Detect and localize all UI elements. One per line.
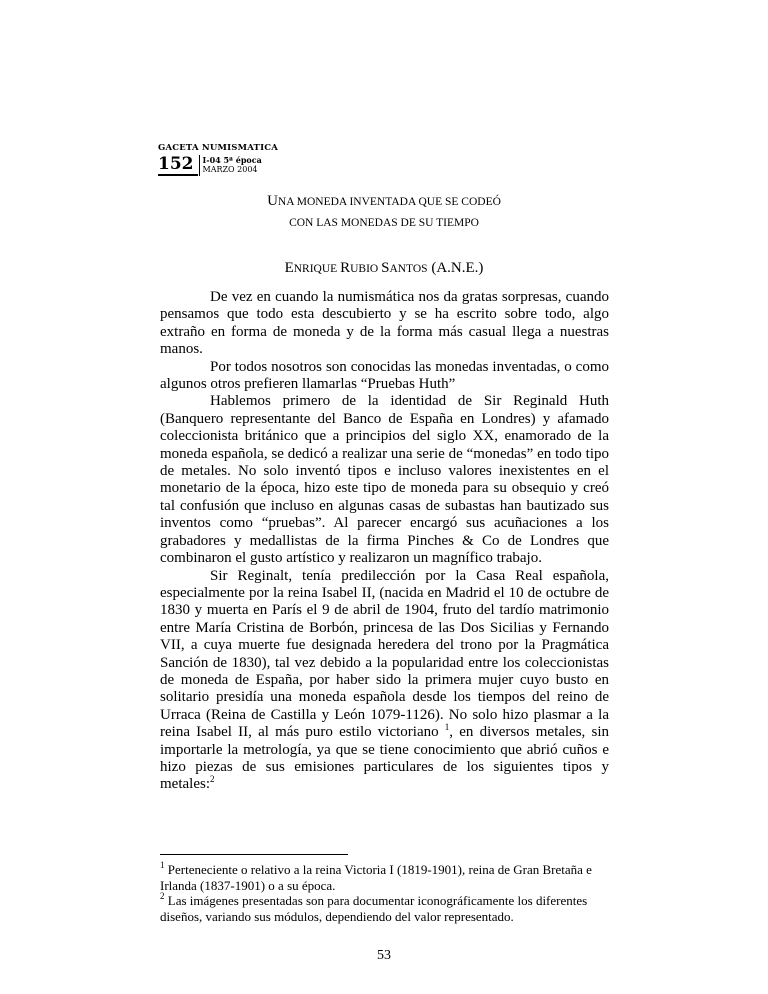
issue-info: [203, 154, 262, 176]
footnote-2: [160, 893, 609, 924]
footnote-ref-1[interactable]: 1: [444, 722, 450, 733]
article-body: [160, 289, 609, 794]
page-number: 53: [377, 948, 391, 963]
title-initial: U: [267, 193, 278, 209]
footnote-1: [160, 862, 609, 893]
footnote-2-text: Las imágenes presentadas son para documentar iconográficamente los diferentes diseños, variando sus módulos, dependiendo del valor representado.: [160, 893, 588, 924]
footnote-1-text: Perteneciente o relativo a la reina Victoria I (1819-1901), reina de Gran Bretaña e Irlanda (1837-1901) o a su época.: [160, 862, 592, 893]
article-author: [0, 258, 768, 279]
author-initial-3: S: [381, 260, 390, 276]
paragraph-3: Hablemos primero de la identidad de Sir Reginald Huth (Banquero representante del Banco de España en Londres) y afamado coleccionista británico que a principios del siglo XX, enamorado de la moneda española, se dedicó a realizar una serie de “monedas” en todo tipo de metales. No solo inventó tipos e incluso valores inexistentes en el monetario de la época, hizo este tipo de moneda para su obsequio y creó tal confusión que incluso en algunas casas de subastas han bautizado sus inventos como “pruebas”. Al parecer encargó sus acuñaciones a los grabadores y medallistas de la firma Pinches & Co de Londres que combinaron el gusto artístico y realizaron un magnífico trabajo.: [160, 393, 609, 567]
issue-date: MARZO 2004: [202, 165, 258, 174]
paragraph-4: [160, 568, 609, 794]
paragraph-2: Por todos nosotros son conocidas las monedas inventadas, o como algunos otros prefieren llamarlas “Pruebas Huth”: [160, 358, 609, 393]
footnote-ref-2[interactable]: 2: [209, 774, 215, 785]
footnote-divider: [160, 854, 348, 855]
footnote-2-mark: 2: [160, 891, 165, 902]
title-rest: NA MONEDA INVENTADA QUE SE CODEÓ: [277, 196, 501, 208]
article-title-line-1: [0, 191, 768, 212]
footnote-1-mark: 1: [160, 860, 165, 870]
issue-epoch: I-04 5ª época: [202, 155, 262, 165]
header-divider: [199, 155, 200, 176]
magazine-name: GACETA NUMISMATICA: [158, 143, 279, 153]
author-part-2: UBIO: [350, 263, 382, 275]
author-initial-1: E: [284, 260, 294, 276]
paragraph-1: De vez en cuando la numismática nos da gratas sorpresas, cuando pensamos que todo esta descubierto y se ha escrito sobre todo, algo extraño en forma de moneda y de la forma más casual llega a nuestras manos.: [160, 289, 609, 358]
author-part-1: NRIQUE: [293, 263, 341, 275]
issue-block: [158, 154, 278, 176]
footnotes: [160, 862, 609, 924]
paragraph-4-part-b: , en diversos metales, sin importarle la metrología, ya que se tiene conocimiento que abrió cuños e hizo piezas de sus emisiones particulares de los siguientes tipos y metales:: [160, 724, 609, 793]
paragraph-4-part-a: Sir Reginalt, tenía predilección por la Casa Real española, especialmente por la reina Isabel II, (nacida en Madrid el 10 de octubre de 1830 y muerta en París el 9 de abril de 1904, fruto del tardío matrimonio entre María Cristina de Borbón, princesa de las Dos Sicilias y Fernando VII, a cuya muerte fue designada heredera del trono por la Pragmática Sanción de 1830), tal vez debido a la popularidad entre los coleccionistas de moneda de España, por haber sido la primera mujer cuyo busto en solitario presidía una moneda española desde los tiempos del reino de Urraca (Reina de Castilla y León 1079-1126). No solo hizo plasmar a la reina Isabel II, al más puro estilo victoriano: [160, 567, 609, 741]
issue-number: 152: [158, 154, 198, 176]
author-affiliation: (A.N.E.): [427, 260, 484, 276]
journal-header: [158, 143, 278, 176]
author-initial-2: R: [340, 260, 351, 276]
article-title-line-2: CON LAS MONEDAS DE SU TIEMPO: [289, 217, 479, 229]
author-part-3: ANTOS: [389, 263, 428, 275]
